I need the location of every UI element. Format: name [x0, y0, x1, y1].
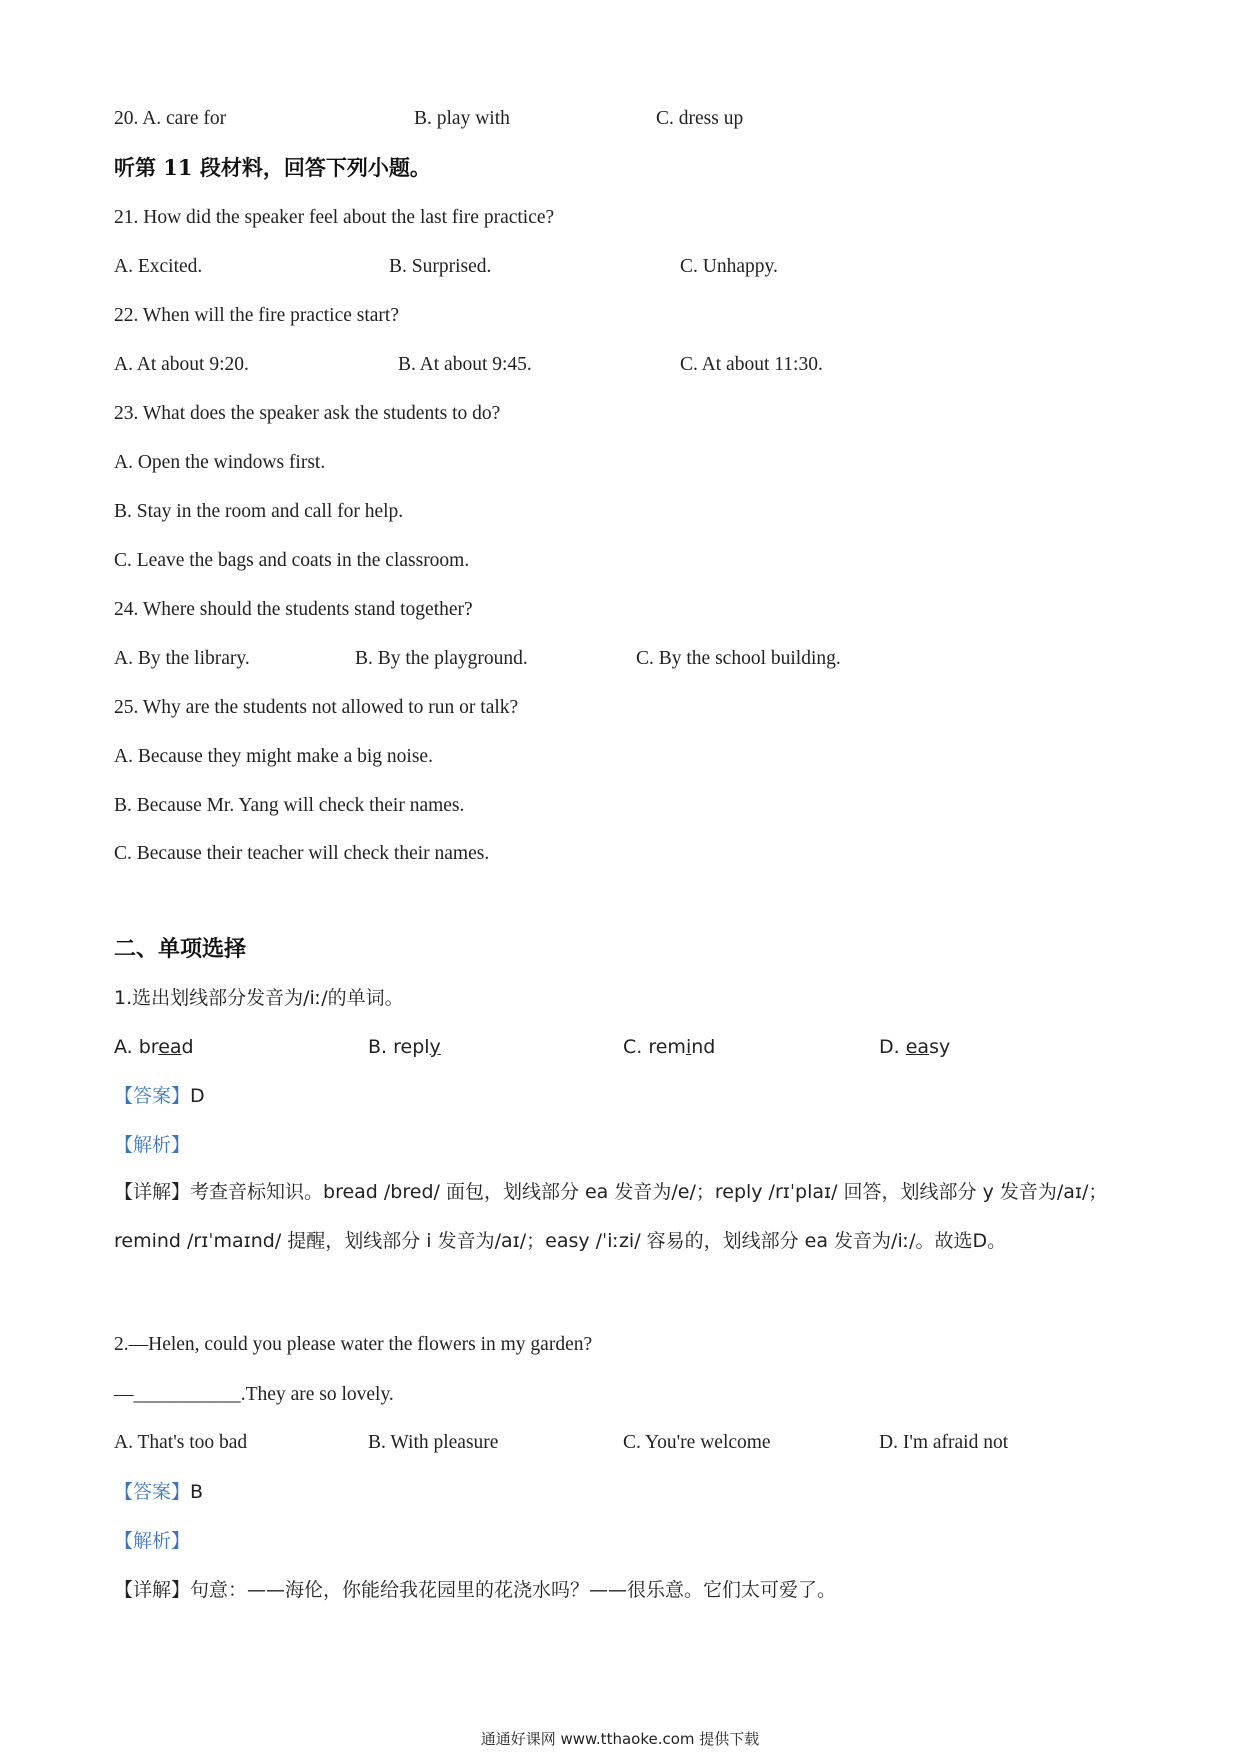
q21-option-a: A. Excited. — [114, 256, 203, 277]
s2-analysis-label: 【解析】 — [114, 1530, 191, 1552]
q24-option-c: C. By the school building. — [636, 648, 841, 669]
s2-reply: —___________.They are so lovely. — [114, 1384, 394, 1405]
s1-option-c: C. remind — [623, 1036, 716, 1058]
s1-answer: 【答案】D — [114, 1085, 205, 1107]
q22-stem: 22. When will the fire practice start? — [114, 305, 399, 326]
q22-option-b: B. At about 9:45. — [398, 354, 532, 375]
q20-option-c: C. dress up — [656, 108, 744, 129]
q25-option-a: A. Because they might make a big noise. — [114, 746, 433, 767]
q22-option-a: A. At about 9:20. — [114, 354, 249, 375]
q24-option-a: A. By the library. — [114, 648, 250, 669]
q21-stem: 21. How did the speaker feel about the last fire practice? — [114, 207, 555, 228]
q21-option-c: C. Unhappy. — [680, 256, 778, 277]
s1-detail: 【详解】考查音标知识。bread /bred/ 面包，划线部分 ea 发音为/e/；reply /rɪˈplaɪ/ 回答，划线部分 y 发音为/aɪ/；remind /rɪˈmaɪnd/ 提醒，划线部分 i 发音为/aɪ/；easy /ˈiːzi/ 容易的，划线部分 ea 发音为/iː/。故选D。 — [114, 1181, 1108, 1252]
s1-option-a: A. bread — [114, 1036, 194, 1058]
q24-option-b: B. By the playground. — [355, 648, 528, 669]
s2-option-a: A. That's too bad — [114, 1432, 248, 1453]
section-11-heading: 听第 11 段材料，回答下列小题。 — [114, 155, 431, 180]
q25-stem: 25. Why are the students not allowed to run or talk? — [114, 697, 519, 718]
s2-detail: 【详解】句意：——海伦，你能给我花园里的花浇水吗？——很乐意。它们太可爱了。 — [114, 1579, 837, 1601]
s1-option-b: B. reply — [368, 1036, 441, 1058]
s1-option-d: D. easy — [879, 1036, 951, 1058]
q25-option-c: C. Because their teacher will check their names. — [114, 843, 490, 864]
footer-credit: 通通好课网 www.tthaoke.com 提供下载 — [480, 1730, 760, 1748]
q24-stem: 24. Where should the students stand together? — [114, 599, 473, 620]
q20-option-b: B. play with — [414, 108, 510, 129]
q23-option-a: A. Open the windows first. — [114, 452, 326, 473]
s2-stem: 2.—Helen, could you please water the flowers in my garden? — [114, 1334, 593, 1355]
q23-option-c: C. Leave the bags and coats in the classroom. — [114, 550, 470, 571]
q22-option-c: C. At about 11:30. — [680, 354, 823, 375]
s2-option-d: D. I'm afraid not — [879, 1432, 1009, 1453]
s1-stem: 1.选出划线部分发音为/iː/的单词。 — [114, 987, 404, 1009]
s2-option-c: C. You're welcome — [623, 1432, 771, 1453]
q21-option-b: B. Surprised. — [389, 256, 492, 277]
q20-option-a: 20. A. care for — [114, 108, 227, 129]
s2-option-b: B. With pleasure — [368, 1432, 499, 1453]
s1-analysis-label: 【解析】 — [114, 1134, 191, 1156]
q23-option-b: B. Stay in the room and call for help. — [114, 501, 404, 522]
section-2-heading: 二、单项选择 — [114, 936, 247, 962]
q23-stem: 23. What does the speaker ask the students to do? — [114, 403, 501, 424]
q25-option-b: B. Because Mr. Yang will check their names. — [114, 795, 465, 816]
s2-answer: 【答案】B — [114, 1481, 204, 1503]
